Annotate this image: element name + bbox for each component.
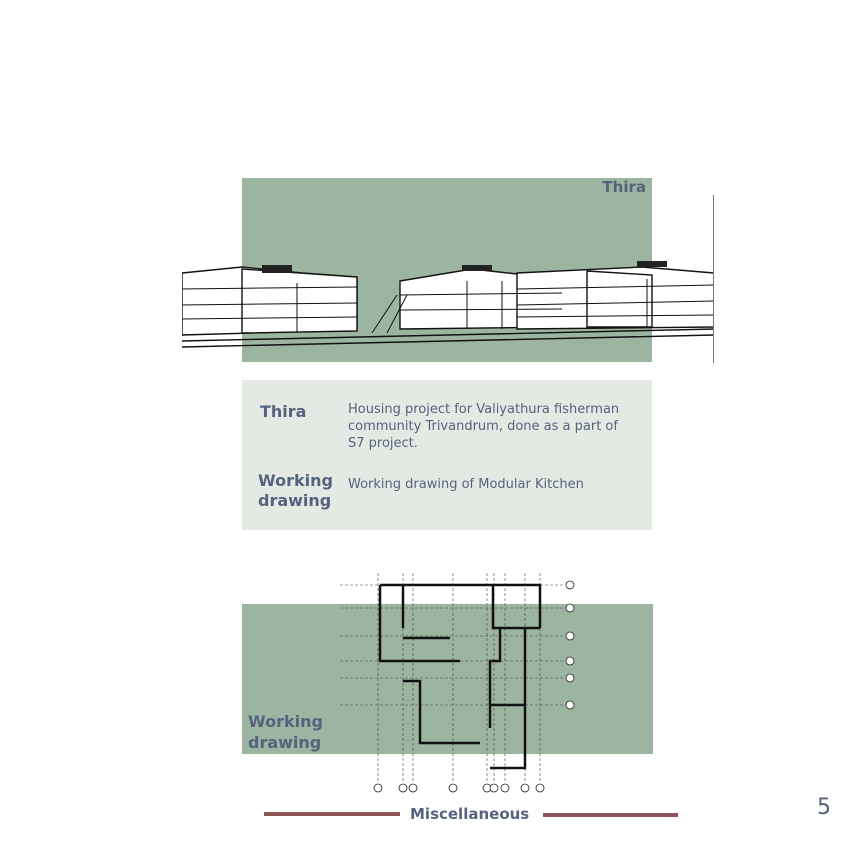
- footer-rule-left: [264, 812, 400, 816]
- footer-section-label: Miscellaneous: [410, 805, 530, 823]
- divider-line: [713, 195, 714, 363]
- footer-rule-right: [543, 813, 678, 817]
- info-label-thira: Thira: [260, 402, 307, 421]
- thira-elevation-sketch: [182, 255, 714, 355]
- page-number: 5: [817, 795, 831, 820]
- info-label-working-drawing: Working drawing: [258, 471, 333, 510]
- info-desc-working-drawing: Working drawing of Modular Kitchen: [348, 477, 584, 492]
- info-desc-thira: Housing project for Valiyathura fisherman community Trivandrum, done as a part of S7 project.: [348, 402, 620, 451]
- thira-title: Thira: [602, 178, 646, 196]
- working-drawing-title: Working drawing: [248, 712, 323, 752]
- floor-plan-drawing: [340, 568, 580, 796]
- info-panel: [242, 380, 652, 530]
